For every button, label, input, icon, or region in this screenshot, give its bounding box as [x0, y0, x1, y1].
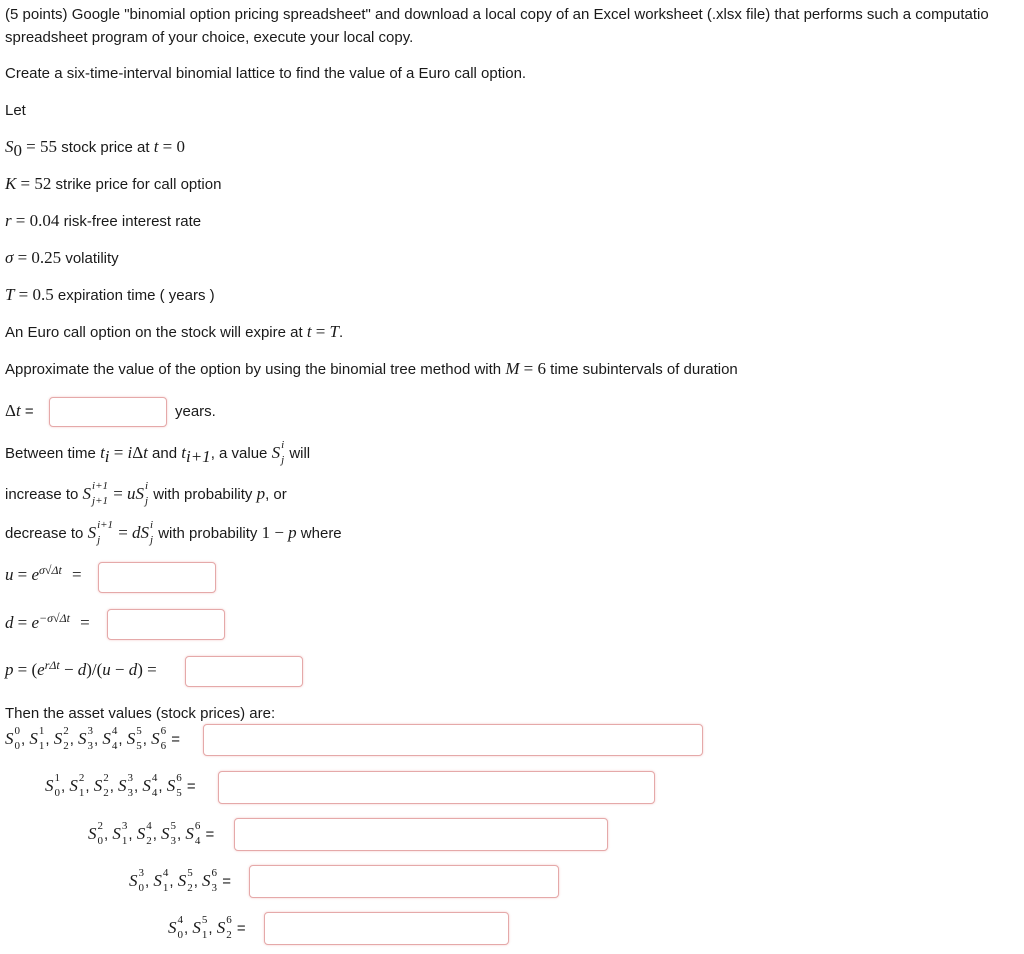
- row0-label: S 0 0 , S 1 1 , S 2 2 , S 3 3 , S 4 4 , S 5 5 , S 6 6 =: [5, 725, 180, 753]
- param-k-value: 52: [34, 174, 52, 193]
- decrease-text: decrease to S i+1 j = dS i j with probability 1 − p where: [5, 519, 342, 547]
- between-label: Between time: [5, 445, 96, 462]
- row3-label: S 3 0 , S 4 1 , S 5 2 , S 6 3 =: [129, 867, 231, 895]
- question-text-line1: (5 points) Google "binomial option pricing spreadsheet" and download a local copy of an Excel worksheet (.xlsx file) that performs such a computatio: [5, 6, 989, 23]
- param-sigma: σ = 0.25 volatility: [5, 248, 119, 267]
- row4-input[interactable]: [264, 912, 509, 945]
- task-text: Create a six-time-interval binomial lattice to find the value of a Euro call option.: [5, 65, 527, 82]
- increase-text: increase to S i+1 j+1 = uS i j with probability p, or: [5, 480, 287, 508]
- d-input[interactable]: [107, 609, 225, 640]
- u-formula: $u = e^{\sigma√\Delta t}$ =: [5, 563, 82, 584]
- u-input[interactable]: [98, 562, 216, 593]
- row4-label: S 4 0 , S 5 1 , S 6 2 =: [168, 914, 246, 942]
- row2-label: S 2 0 , S 3 1 , S 4 2 , S 5 3 , S 6 4 =: [88, 820, 215, 848]
- row1-input[interactable]: [218, 771, 655, 804]
- dt-input[interactable]: [49, 397, 167, 427]
- param-s0-value: 55: [40, 137, 58, 156]
- question-text-line2: spreadsheet program of your choice, execute your local copy.: [5, 29, 414, 46]
- param-sigma-value: 0.25: [31, 248, 62, 267]
- param-r-desc: risk-free interest rate: [63, 213, 202, 230]
- between-text: Between time $t_i = i\Delta t$ and $t_{i+1}$, a value S i j will: [5, 439, 311, 467]
- param-s0: $S_0 = 55$ stock price at t = 0: [5, 137, 185, 160]
- expire-label: An Euro call option on the stock will expire at: [5, 324, 303, 341]
- param-r-value: 0.04: [29, 211, 60, 230]
- param-t-desc: expiration time ( years ): [57, 287, 215, 304]
- d-formula: $d = e^{-\sigma√\Delta t}$ =: [5, 611, 90, 632]
- increase-label: increase to: [5, 486, 79, 503]
- with-prob-label-2: with probability: [158, 525, 258, 542]
- dt-years-label: years.: [175, 403, 216, 420]
- will-label: will: [289, 445, 311, 462]
- param-sigma-desc: volatility: [65, 250, 119, 267]
- row2-input[interactable]: [234, 818, 608, 851]
- approx-label: Approximate the value of the option by using the binomial tree method with: [5, 361, 502, 378]
- approx-tail-label: time subintervals of duration: [550, 361, 738, 378]
- param-k: K = 52 strike price for call option: [5, 174, 222, 193]
- expire-text: An Euro call option on the stock will expire at t = T.: [5, 322, 344, 341]
- let-label: Let: [5, 102, 26, 119]
- dt-label: Δt =: [5, 401, 34, 420]
- and-label: and: [152, 445, 178, 462]
- param-r: r = 0.04 risk-free interest rate: [5, 211, 202, 230]
- p-formula: $p = (e^{r\Delta t} - d)/(u - d)$ =: [5, 658, 157, 679]
- row0-input[interactable]: [203, 724, 703, 756]
- param-s0-desc: stock price at: [61, 139, 150, 156]
- then-text: Then the asset values (stock prices) are:: [5, 705, 276, 722]
- m-value: 6: [537, 359, 546, 378]
- with-prob-label: with probability: [153, 486, 253, 503]
- param-k-desc: strike price for call option: [55, 176, 222, 193]
- param-t: T = 0.5 expiration time ( years ): [5, 285, 215, 304]
- decrease-label: decrease to: [5, 525, 84, 542]
- or-label: , or: [265, 486, 287, 503]
- p-input[interactable]: [185, 656, 303, 687]
- row1-label: S 1 0 , S 2 1 , S 2 2 , S 3 3 , S 4 4 , S 6 5 =: [45, 772, 196, 800]
- approx-text: Approximate the value of the option by using the binomial tree method with M = 6 time subintervals of duration: [5, 359, 738, 378]
- a-value-label: , a value: [210, 445, 268, 462]
- row3-input[interactable]: [249, 865, 559, 898]
- param-t-value: 0.5: [32, 285, 54, 304]
- where-label: where: [300, 525, 342, 542]
